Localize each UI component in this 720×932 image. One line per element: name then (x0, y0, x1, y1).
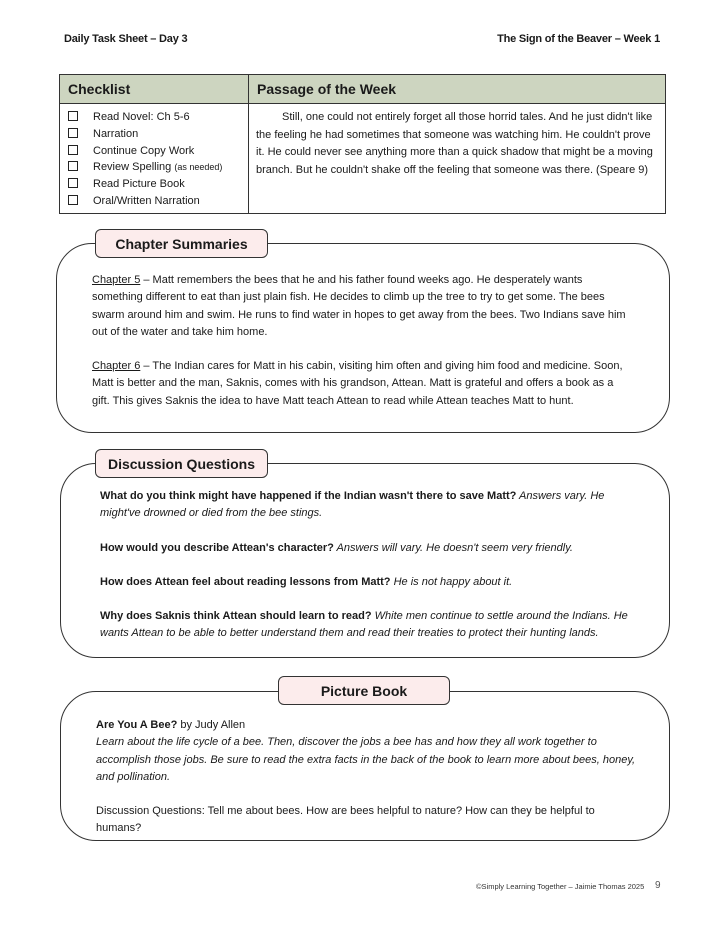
footer-copyright: ©Simply Learning Together – Jaimie Thomas 2025 (476, 882, 645, 891)
question-3 (100, 574, 645, 591)
book-discussion-questions: Discussion Questions: Tell me about bees. How are bees helpful to nature? How can they be helpful to humans? (96, 805, 595, 835)
checklist-item[interactable] (68, 143, 222, 160)
checklist-item-label: Continue Copy Work (93, 144, 195, 157)
table-divider (248, 75, 249, 213)
checklist-item[interactable] (68, 126, 222, 143)
checklist-table (59, 74, 666, 214)
book-line (96, 717, 636, 734)
checklist-item-label: Oral/Written Narration (93, 194, 200, 207)
picture-book-title: Picture Book (278, 676, 450, 705)
checkbox-icon[interactable] (68, 195, 78, 205)
checkbox-icon[interactable] (68, 161, 78, 171)
book-description: Learn about the life cycle of a bee. Then, discover the jobs a bee has and how they all work together to accomplish those jobs. Be sure to read the extra facts in the back of the book to learn more about bees, honey, and pollination. (96, 736, 636, 783)
chapter-summaries-body (92, 272, 632, 410)
discussion-questions-title: Discussion Questions (95, 449, 268, 478)
page-number: 9 (655, 880, 661, 891)
checklist-item-note: (as needed) (174, 162, 223, 173)
question-4 (100, 608, 645, 643)
picture-book-body (96, 717, 636, 838)
checklist-item[interactable] (68, 159, 222, 176)
passage-heading: Passage of the Week (257, 81, 397, 97)
checkbox-icon[interactable] (68, 178, 78, 188)
book-author: by Judy Allen (177, 719, 246, 731)
chapter-6-label: Chapter 6 (92, 360, 141, 373)
question-1-text: What do you think might have happened if the Indian wasn't there to save Matt? (100, 490, 517, 502)
chapter-6-text: – The Indian cares for Matt in his cabin, visiting him often and giving him food and medicine. Soon, Matt is better and the man, Saknis, comes with his grandson, Attean. Matt is grateful and offers a book as a gift. This gives Saknis the idea to have Matt teach Attean to read while Attean teaches Matt to hunt. (92, 360, 623, 407)
question-1 (100, 488, 645, 523)
discussion-questions-body (100, 488, 645, 643)
checklist-item[interactable] (68, 109, 222, 126)
answer-4-text: White men continue to settle around the Indians. He wants Attean to be able to better understand them and read their treaties to protect their hunting lands. (100, 610, 628, 640)
chapter-5-summary (92, 272, 632, 341)
passage-text: Still, one could not entirely forget all those horrid tales. And he just didn't like the feeling he had sometimes that someone was watching him. He couldn't prove it. He could never see anything more than a quick shadow that might be a moving branch. But he couldn't shake off the feeling that someone was there. (Speare 9) (256, 111, 653, 176)
question-2 (100, 540, 645, 557)
book-title: Are You A Bee? (96, 719, 178, 731)
checklist-heading: Checklist (68, 81, 131, 97)
checkbox-icon[interactable] (68, 128, 78, 138)
checkbox-icon[interactable] (68, 111, 78, 121)
checklist-item-label: Read Novel: Ch 5-6 (93, 111, 190, 123)
answer-3-text: He is not happy about it. (390, 575, 513, 588)
answer-1-text: Answers vary. He might've drowned or died from the bee stings. (100, 490, 605, 520)
question-2-text: How would you describe Attean's character? (100, 541, 334, 554)
answer-2-text: Answers will vary. He doesn't seem very friendly. (333, 541, 573, 554)
question-4-text: Why does Saknis think Attean should learn to read? (100, 610, 372, 623)
chapter-5-label: Chapter 5 (92, 274, 141, 286)
checkbox-icon[interactable] (68, 145, 78, 155)
checklist-item[interactable] (68, 193, 222, 210)
header-right: The Sign of the Beaver – Week 1 (497, 33, 660, 45)
checklist (68, 109, 222, 210)
checklist-item-label: Read Picture Book (93, 178, 185, 191)
chapter-summaries-title: Chapter Summaries (95, 229, 268, 258)
chapter-5-text: – Matt remembers the bees that he and his father found weeks ago. He desperately wants something different to eat than just plain fish. He decides to climb up the tree to try to get some. The bees swarm around him and swim. He runs to find water in hopes to get away from the bees. Two Indians save him out of the water and take him home. (92, 274, 626, 338)
checklist-item-label: Narration (93, 127, 139, 140)
chapter-6-summary (92, 358, 632, 410)
checklist-item-label: Review Spelling (93, 161, 172, 174)
question-3-text: How does Attean feel about reading lessons from Matt? (100, 575, 391, 588)
header-left: Daily Task Sheet – Day 3 (64, 33, 188, 45)
checklist-item[interactable] (68, 176, 222, 193)
